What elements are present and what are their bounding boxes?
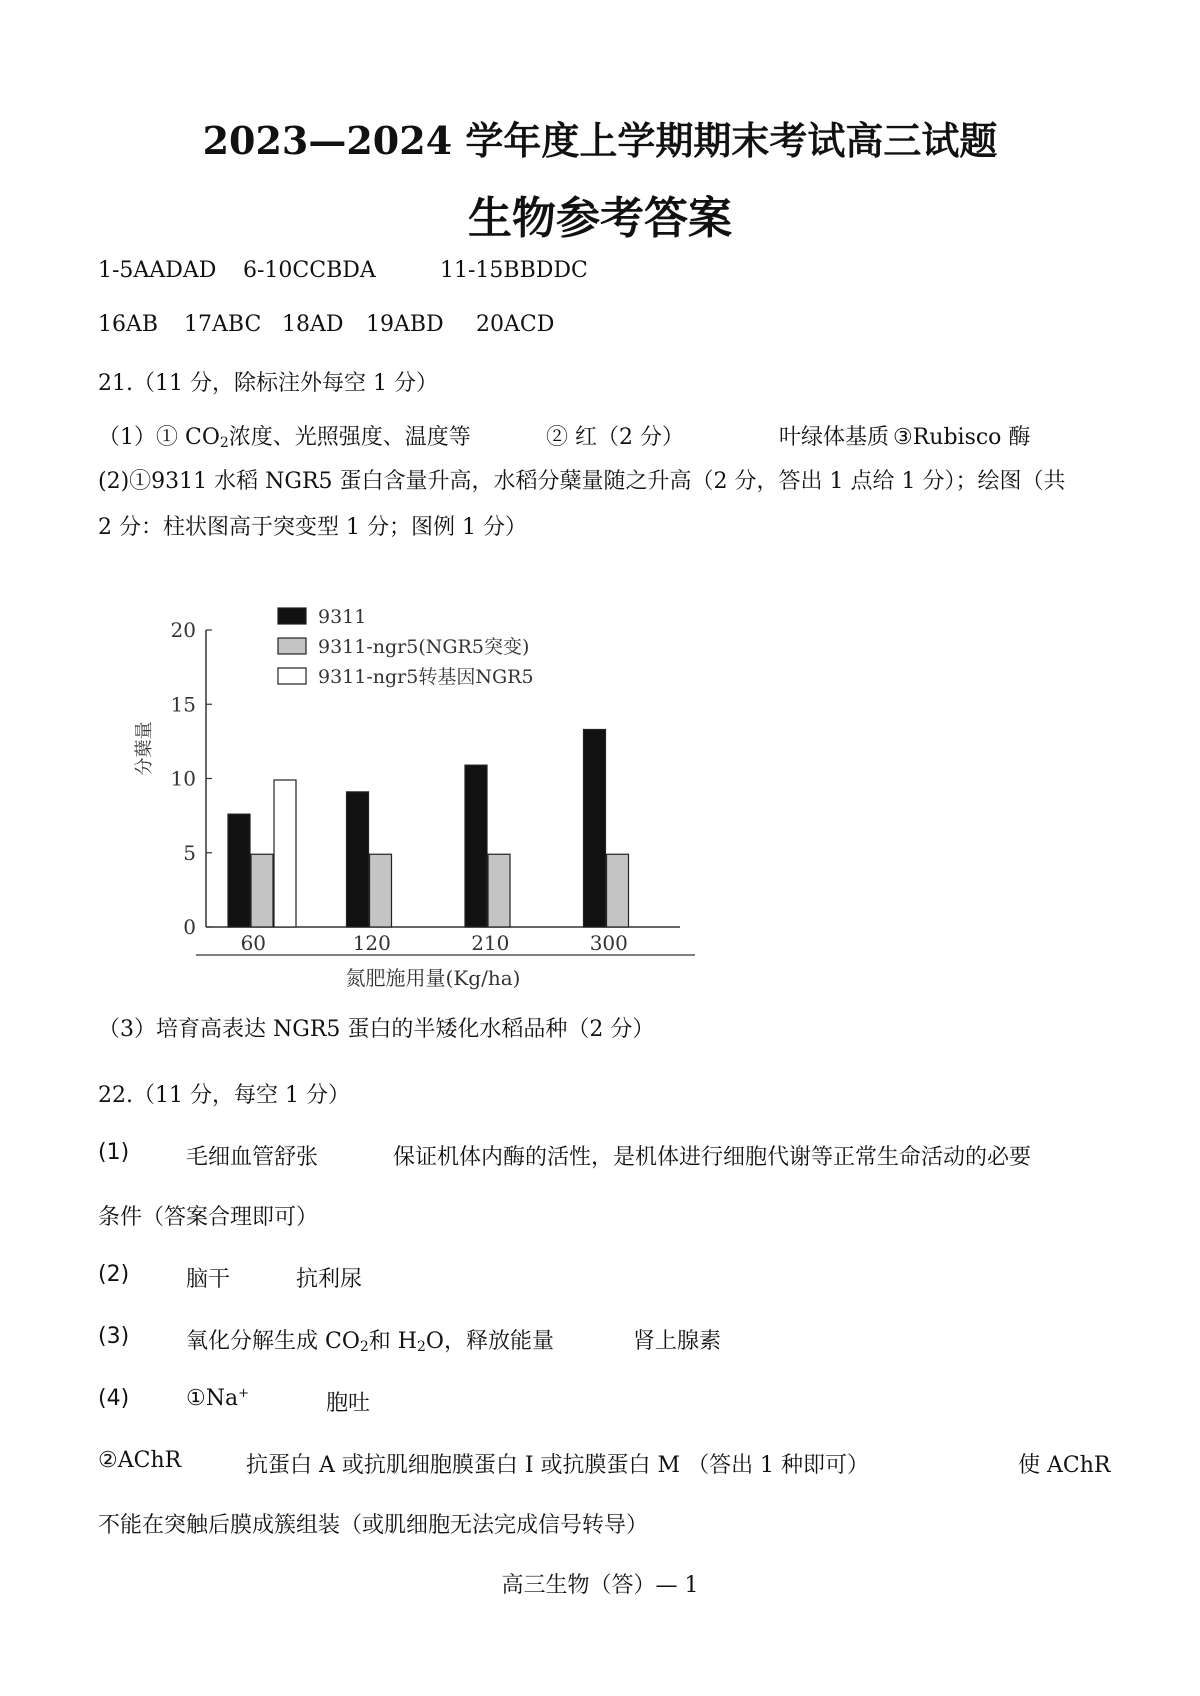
q22-answer-1a: 毛细血管舒张 — [186, 1145, 319, 1170]
q22-num-2: (2) — [98, 1262, 130, 1287]
x-axis-label: 氮肥施用量(Kg/ha) — [345, 966, 521, 990]
bar-1-210 — [465, 765, 487, 927]
bar-2-300 — [607, 854, 629, 927]
q22-num-1: (1) — [98, 1140, 130, 1165]
x-tick-label: 210 — [471, 931, 510, 955]
page-footer: 高三生物（答）— 1 — [501, 1573, 699, 1598]
q21-header: 21.（11 分，除标注外每空 1 分） — [98, 371, 438, 396]
legend-label-3: 9311-ngr5转基因NGR5 — [318, 666, 534, 688]
x-tick-label: 60 — [240, 931, 267, 955]
y-axis-label: 分蘖量 — [134, 721, 155, 776]
q22-answer-3a: 氧化分解生成 $CO_2$和 $H_2O$，释放能量 — [186, 1329, 554, 1355]
q21-part1-answer-1: （1）① $CO_2$浓度、光照强度、温度等 — [98, 425, 471, 451]
bar-1-300 — [584, 729, 606, 927]
legend-swatch-3 — [278, 668, 306, 684]
bar-1-120 — [347, 792, 369, 927]
q21-part1-answer-3: 叶绿体基质 — [779, 425, 890, 450]
legend-swatch-2 — [278, 638, 306, 654]
q21-part2-line1: (2)①9311 水稻 NGR5 蛋白含量升高，水稻分蘖量随之升高（2 分，答出 1 点给 1 分）；绘图（共 — [98, 469, 1066, 494]
page-title: 2023—2024 学年度上学期期末考试高三试题 — [202, 118, 998, 163]
legend-swatch-1 — [278, 608, 306, 624]
q22-num-3: (3) — [98, 1324, 130, 1349]
q21-part1-answer-4: ③Rubisco 酶 — [893, 425, 1031, 450]
q22-answer-2b: 抗利尿 — [296, 1267, 363, 1292]
y-tick-label: 15 — [170, 692, 196, 717]
mc-answer-11-15: 11-15BBDDC — [440, 258, 588, 283]
y-tick-label: 10 — [170, 766, 196, 791]
q22-answer-4b: 胞吐 — [326, 1391, 371, 1416]
q21-part2-line2: 2 分：柱状图高于突变型 1 分；图例 1 分） — [98, 515, 527, 540]
x-tick-label: 120 — [352, 931, 391, 955]
q21-part3: （3）培育高表达 NGR5 蛋白的半矮化水稻品种（2 分） — [98, 1017, 655, 1042]
page-subtitle: 生物参考答案 — [468, 193, 732, 244]
mc-answer-1-5: 1-5AADAD — [98, 258, 217, 283]
q22-answer-2a: 脑干 — [186, 1267, 231, 1292]
mc-answer-19: 19ABD — [366, 312, 444, 337]
mc-answer-16: 16AB — [98, 312, 159, 337]
mc-answer-20: 20ACD — [476, 312, 555, 337]
q22-answer-1b: 保证机体内酶的活性，是机体进行细胞代谢等正常生命活动的必要 — [393, 1145, 1032, 1170]
q22-num-4: (4) — [98, 1386, 130, 1411]
bar-2-120 — [370, 854, 392, 927]
q22-answer-3b: 肾上腺素 — [633, 1329, 722, 1354]
mc-answer-17: 17ABC — [184, 312, 262, 337]
q22-answer-4c: ②AChR — [98, 1448, 182, 1473]
legend-label-2: 9311-ngr5(NGR5突变) — [318, 636, 530, 658]
q22-answer-1c: 条件（答案合理即可） — [98, 1205, 319, 1230]
y-tick-label: 0 — [183, 915, 196, 939]
q22-answer-4d: 抗蛋白 A 或抗肌细胞膜蛋白 I 或抗膜蛋白 M （答出 1 种即可） — [246, 1453, 870, 1478]
legend-label-1: 9311 — [318, 606, 367, 628]
bar-1-60 — [228, 814, 250, 927]
mc-answer-18: 18AD — [282, 312, 344, 337]
bar-2-60 — [251, 854, 273, 927]
mc-answer-6-10: 6-10CCBDA — [243, 258, 376, 283]
q21-part1-answer-2: ② 红（2 分） — [546, 425, 684, 450]
bar-2-210 — [488, 854, 510, 927]
q22-answer-4a: ①Na+ — [186, 1386, 249, 1411]
q22-header: 22.（11 分，每空 1 分） — [98, 1083, 350, 1108]
bar-3-60 — [274, 780, 296, 927]
x-tick-label: 300 — [589, 931, 628, 955]
y-tick-label: 5 — [183, 840, 196, 865]
tiller-bar-chart — [120, 600, 720, 1000]
q22-answer-4f: 不能在突触后膜成簇组装（或肌细胞无法完成信号转导） — [98, 1513, 649, 1538]
y-tick-label: 20 — [170, 618, 196, 642]
q22-answer-4e: 使 AChR — [1018, 1453, 1111, 1478]
